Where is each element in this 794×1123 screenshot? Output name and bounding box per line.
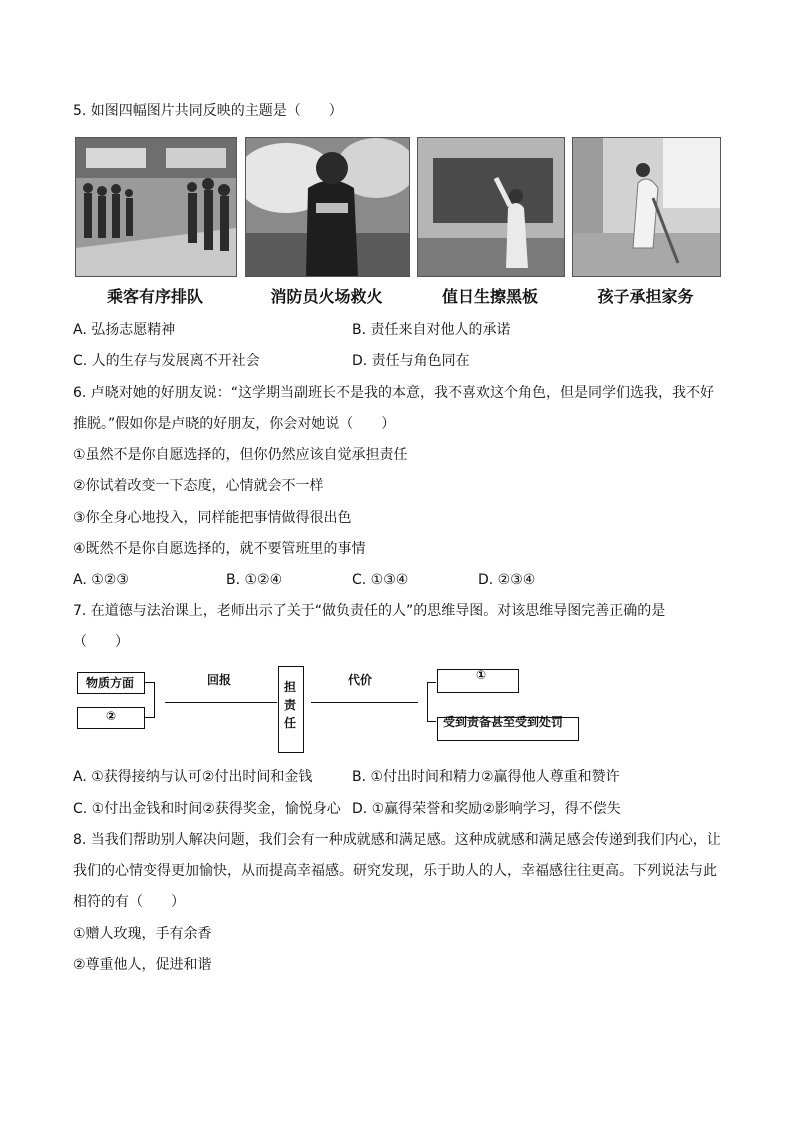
- mindmap-connector: [165, 702, 277, 703]
- blackboard-photo: [417, 137, 565, 277]
- caption-2: 消防员火场救火: [270, 287, 383, 306]
- q6-option-a: A. ①②③: [73, 572, 129, 588]
- q7-option-c: C. ①付出金钱和时间②获得奖金，愉悦身心: [73, 801, 341, 817]
- q6-stem-line1: 6. 卢晓对她的好朋友说：“这学期当副班长不是我的本意，我不喜欢这个角色，但是同学们选我，我不好: [73, 385, 715, 401]
- mindmap-cost-label: 代价: [348, 673, 373, 687]
- mindmap-connector: [427, 682, 436, 683]
- q6-option-b: B. ①②④: [226, 572, 283, 588]
- caption-3: 值日生擦黑板: [441, 287, 538, 306]
- q6-item-1: ①虽然不是你自愿选择的，但你仍然应该自觉承担责任: [73, 447, 408, 463]
- q7-stem-line1: 7. 在道德与法治课上，老师出示了关于“做负责任的人”的思维导图。对该思维导图完善正确的是: [73, 603, 666, 619]
- mindmap-center-char: 任: [284, 716, 297, 730]
- q8-item-2: ②尊重他人，促进和谐: [73, 957, 212, 973]
- housework-photo: [572, 137, 721, 277]
- mindmap-connector: [311, 702, 418, 703]
- q8-stem-line2: 我们的心情变得更加愉快，从而提高幸福感。研究发现，乐于助人的人，幸福感往往更高。下列说法与此: [73, 863, 717, 879]
- mindmap-center-char: 担: [284, 680, 297, 694]
- q6-stem-line2: 推脱。”假如你是卢晓的好朋友，你会对她说（ ）: [73, 416, 396, 432]
- q7-option-b: B. ①付出时间和精力②赢得他人尊重和赞许: [352, 769, 620, 785]
- q6-item-3: ③你全身心地投入，同样能把事情做得很出色: [73, 510, 352, 526]
- q7-option-a: A. ①获得接纳与认可②付出时间和金钱: [73, 769, 313, 785]
- queue-photo: [75, 137, 237, 277]
- q5-stem: 5. 如图四幅图片共同反映的主题是（ ）: [73, 103, 343, 119]
- q5-option-a: A. 弘扬志愿精神: [73, 322, 176, 338]
- q5-option-c: C. 人的生存与发展离不开社会: [73, 353, 260, 369]
- q6-item-4: ④既然不是你自愿选择的，就不要管班里的事情: [73, 541, 366, 557]
- q5-option-b: B. 责任来自对他人的承诺: [352, 322, 511, 338]
- q6-item-2: ②你试着改变一下态度，心情就会不一样: [73, 478, 324, 494]
- q8-item-1: ①赠人玫瑰，手有余香: [73, 926, 212, 942]
- mindmap-connector: [427, 721, 436, 722]
- q6-option-c: C. ①③④: [352, 572, 409, 588]
- q6-option-d: D. ②③④: [478, 572, 536, 588]
- firefighter-photo: [245, 137, 410, 277]
- q7-option-d: D. ①赢得荣誉和奖励②影响学习，得不偿失: [352, 801, 621, 817]
- caption-4: 孩子承担家务: [597, 287, 694, 306]
- caption-1: 乘客有序排队: [106, 287, 203, 306]
- mindmap-bracket-right: [427, 682, 428, 722]
- q7-stem-line2: （ ）: [73, 634, 129, 650]
- mindmap-left-top-label: 物质方面: [86, 676, 135, 690]
- mindmap-right-bottom-label: 受到责备甚至受到处罚: [443, 715, 564, 729]
- q5-option-d: D. 责任与角色同在: [352, 353, 470, 369]
- q8-stem-line1: 8. 当我们帮助别人解决问题，我们会有一种成就感和满足感。这种成就感和满足感会传递到我们内心，让: [73, 832, 721, 848]
- mindmap-return-label: 回报: [207, 673, 232, 687]
- q8-stem-line3: 相符的有（ ）: [73, 894, 185, 910]
- mindmap-bracket-left: [154, 682, 155, 718]
- mindmap-right-top-label: ①: [476, 668, 487, 682]
- mindmap-left-bottom-label: ②: [106, 709, 117, 723]
- mindmap-connector: [145, 682, 154, 683]
- mindmap-connector: [145, 717, 154, 718]
- mindmap-center-char: 责: [284, 698, 297, 712]
